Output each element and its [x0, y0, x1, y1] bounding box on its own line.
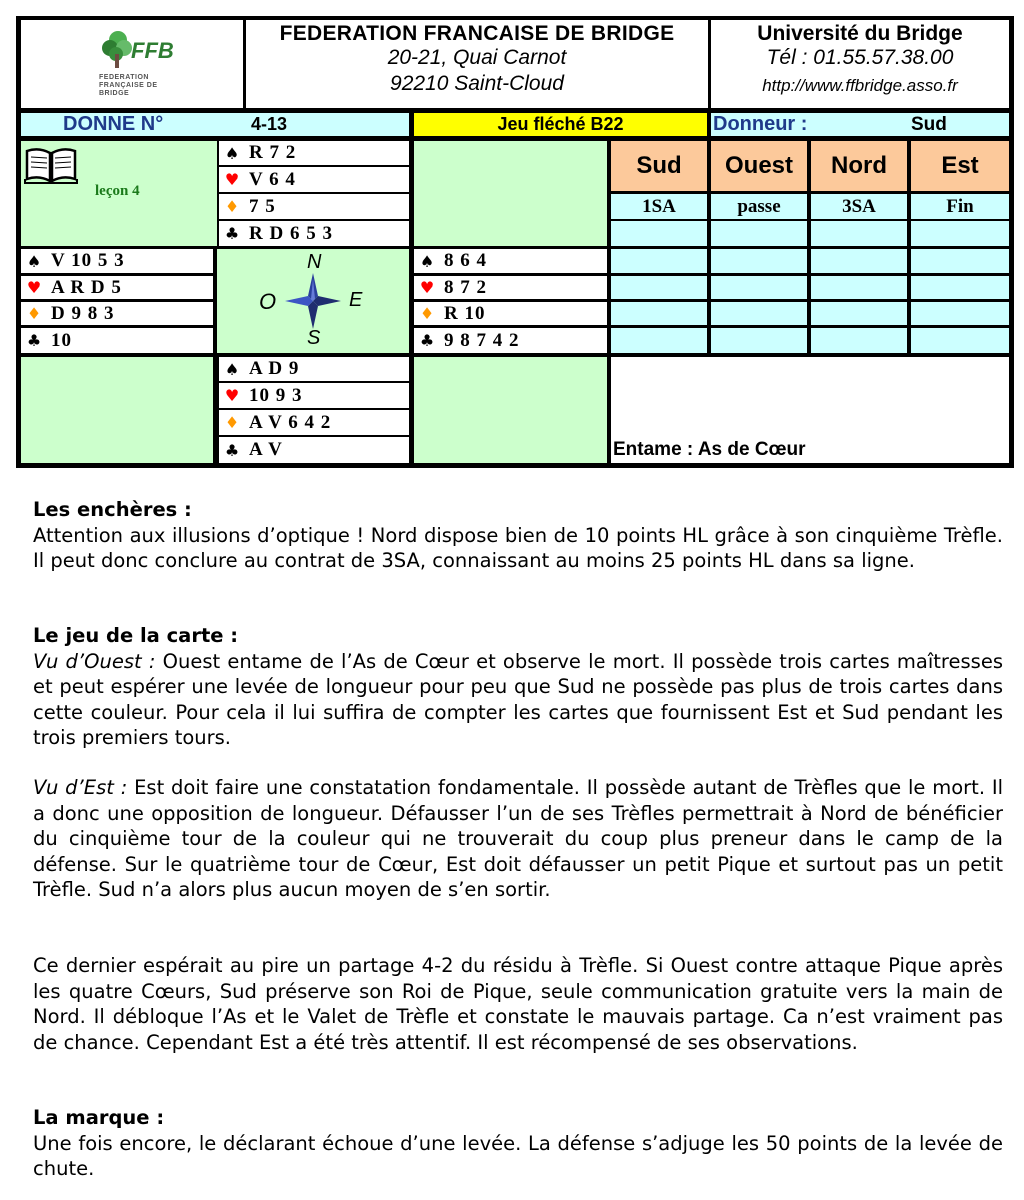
bid-empty: [611, 249, 707, 273]
declarer-paragraph: Ce dernier espérait au pire un partage 4-2 du résidu à Trèfle. Si Ouest contre attaque Pique après les quatre Cœurs, Sud préserve son Roi de Pique, seule communication gratuite vers la main de Nord. Il débloque l’As et le Valet de Trèfle et constate le mauvais partage. Ca n’est vraiment pas de chance. Cependant Est a été très attentif. Il est récompensé de ses observations.: [33, 954, 1003, 1054]
diamond-icon: ♦: [26, 304, 42, 323]
bid-empty: [711, 328, 807, 353]
north-clubs: R D 6 5 3: [249, 222, 333, 244]
west-view-label: Vu d’Ouest :: [33, 649, 156, 673]
bid-empty: [611, 276, 707, 299]
north-spades-row: [219, 141, 409, 165]
logo-subtitle: FEDERATION FRANÇAISE DE BRIDGE: [99, 74, 158, 97]
west-hearts: A R D 5: [51, 276, 122, 298]
club-icon: ♣: [419, 331, 435, 350]
bid-empty: [811, 276, 907, 299]
deal-sheet: [16, 16, 1014, 468]
north-spades: R 7 2: [249, 142, 297, 163]
bid-empty: [611, 302, 707, 325]
compass-n: N: [307, 251, 322, 273]
heart-icon: ♥: [419, 278, 435, 297]
east-diamonds-row: [414, 302, 607, 325]
bid-empty: [911, 328, 1009, 353]
diamond-icon: ♦: [224, 197, 240, 216]
south-clubs: A V: [249, 439, 283, 460]
empty-green-bottom-right: [414, 357, 607, 463]
south-diamonds: A V 6 4 2: [249, 411, 332, 433]
west-spades: V 10 5 3: [51, 250, 125, 271]
lesson-label: leçon 4: [95, 183, 140, 199]
section-heading-bidding: Les enchères :: [33, 498, 192, 521]
east-spades: 8 6 4: [444, 250, 487, 271]
dealer-label: Donneur :: [713, 113, 808, 135]
south-spades: A D 9: [249, 358, 300, 379]
north-hearts: V 6 4: [249, 168, 296, 190]
north-clubs-row: [219, 221, 409, 246]
bid-empty: [811, 221, 907, 246]
west-diamonds: D 9 8 3: [51, 302, 115, 324]
federation-name: FEDERATION FRANCAISE DE BRIDGE: [279, 22, 675, 45]
bid-header-est: Est: [911, 141, 1009, 191]
east-clubs: 9 8 7 4 2: [444, 329, 520, 351]
opening-lead: Entame : As de Cœur: [613, 439, 806, 460]
north-diamonds-row: [219, 194, 409, 219]
compass-o: O: [259, 289, 277, 314]
bid-empty: [711, 276, 807, 299]
game-type-cell: [414, 113, 707, 136]
north-diamonds: 7 5: [249, 195, 276, 217]
east-view-label: Vu d’Est :: [33, 776, 128, 799]
west-clubs: 10: [51, 329, 72, 351]
lead-cell: [611, 357, 1009, 463]
club-icon: ♣: [224, 224, 240, 243]
donne-number: 4-13: [251, 114, 288, 134]
dealer-value: Sud: [911, 114, 947, 135]
section-heading-score: La marque :: [33, 1106, 165, 1129]
east-clubs-row: [414, 328, 607, 353]
spade-icon: ♠: [224, 143, 240, 163]
bidding-paragraph: Attention aux illusions d’optique ! Nord dispose bien de 10 points HL grâce à son cinquième Trèfle. Il peut donc conclure au contrat de 3SA, connaissant au moins 25 points HL dans sa ligne.: [33, 523, 1003, 572]
compass-cell: [217, 249, 409, 353]
bid-empty: [611, 221, 707, 246]
east-diamonds: R 10: [444, 302, 486, 324]
north-hearts-row: [219, 167, 409, 192]
club-icon: ♣: [26, 331, 42, 350]
west-spades-row: [21, 249, 213, 273]
bid-header-ouest: Ouest: [711, 141, 807, 191]
spade-icon: ♠: [224, 359, 240, 379]
dealer-cell: [711, 113, 1009, 136]
bid-empty: [611, 328, 707, 353]
score-section: [33, 1105, 1003, 1182]
bid-empty: [811, 328, 907, 353]
empty-green-top-right: [414, 141, 607, 246]
heart-icon: ♥: [224, 386, 240, 405]
address-line2: 92210 Saint-Cloud: [390, 72, 564, 95]
bid-empty: [911, 276, 1009, 299]
west-view-text: Ouest entame de l’As de Cœur et observe le mort. Il possède trois cartes maîtresses et peut espérer une levée de longueur pour peu que Sud ne possède pas plus de trois cartes dans cette couleur. Pour cela il lui suffira de compter les cartes que fournissent Est et Sud pendant les trois premiers tours.: [33, 649, 1003, 749]
west-view-paragraph: [33, 649, 1003, 751]
bidding-section: [33, 497, 1003, 574]
south-hearts: 10 9 3: [249, 384, 303, 406]
compass-s: S: [307, 327, 321, 349]
logo-cell: [21, 20, 243, 108]
bid-sud-1: 1SA: [611, 194, 707, 219]
west-hearts-row: [21, 276, 213, 299]
lesson-cell: [21, 141, 217, 246]
east-view-paragraph: [33, 775, 1003, 903]
bid-header-nord: Nord: [811, 141, 907, 191]
east-spades-row: [414, 249, 607, 273]
university-name: Université du Bridge: [757, 22, 963, 45]
logo-text: FFB: [131, 38, 174, 63]
bid-empty: [811, 302, 907, 325]
south-diamonds-row: [219, 410, 409, 435]
diamond-icon: ♦: [419, 304, 435, 323]
bid-ouest-1: passe: [711, 194, 807, 219]
bid-empty: [911, 302, 1009, 325]
bid-empty: [911, 249, 1009, 273]
bid-empty: [811, 249, 907, 273]
compass-e: E: [349, 289, 363, 311]
diamond-icon: ♦: [224, 413, 240, 432]
heart-icon: ♥: [224, 170, 240, 189]
declarer-section: [33, 953, 1003, 1055]
open-book-icon: [23, 145, 79, 185]
empty-green-bottom-left: [21, 357, 213, 463]
bid-empty: [711, 302, 807, 325]
section-heading-play: Le jeu de la carte :: [33, 624, 239, 647]
spade-icon: ♠: [26, 251, 42, 271]
south-clubs-row: [219, 437, 409, 463]
play-section: [33, 623, 1003, 751]
university-cell: [711, 20, 1009, 108]
spade-icon: ♠: [419, 251, 435, 271]
west-clubs-row: [21, 328, 213, 353]
bid-header-sud: Sud: [611, 141, 707, 191]
federation-cell: [246, 20, 708, 108]
south-hearts-row: [219, 383, 409, 408]
bid-empty: [711, 221, 807, 246]
bid-empty: [711, 249, 807, 273]
east-view-text: Est doit faire une constatation fondamentale. Il possède autant de Trèfles que le mort. Il a donc une opposition de longueur. Défausser l’un de ses Trèfles permettrait à Nord de bénéficier du cinquième tour de la couleur qui ne trouverait du coup plus preneur dans le camp de la défense. Sur le quatrième tour de Cœur, Est doit défausser un petit Pique et surtout pas un petit Trèfle. Sud n’a alors plus aucun moyen de s’en sortir.: [33, 776, 1004, 901]
heart-icon: ♥: [26, 278, 42, 297]
bid-nord-1: 3SA: [811, 194, 907, 219]
east-hearts: 8 7 2: [444, 276, 487, 298]
donne-label: DONNE N°: [63, 113, 164, 135]
address-line1: 20-21, Quai Carnot: [387, 46, 567, 69]
score-paragraph: Une fois encore, le déclarant échoue d’une levée. La défense s’adjuge les 50 points de la levée de chute.: [33, 1131, 1003, 1180]
website-link[interactable]: http://www.ffbridge.asso.fr: [762, 76, 958, 95]
phone-number: Tél : 01.55.57.38.00: [766, 46, 954, 69]
east-view-section: [33, 775, 1003, 903]
bid-empty: [911, 221, 1009, 246]
west-diamonds-row: [21, 302, 213, 325]
south-spades-row: [219, 357, 409, 381]
game-type: Jeu fléché B22: [497, 114, 624, 134]
club-icon: ♣: [224, 440, 240, 460]
east-hearts-row: [414, 276, 607, 299]
bid-est-1: Fin: [911, 194, 1009, 219]
donne-cell: [21, 113, 409, 136]
